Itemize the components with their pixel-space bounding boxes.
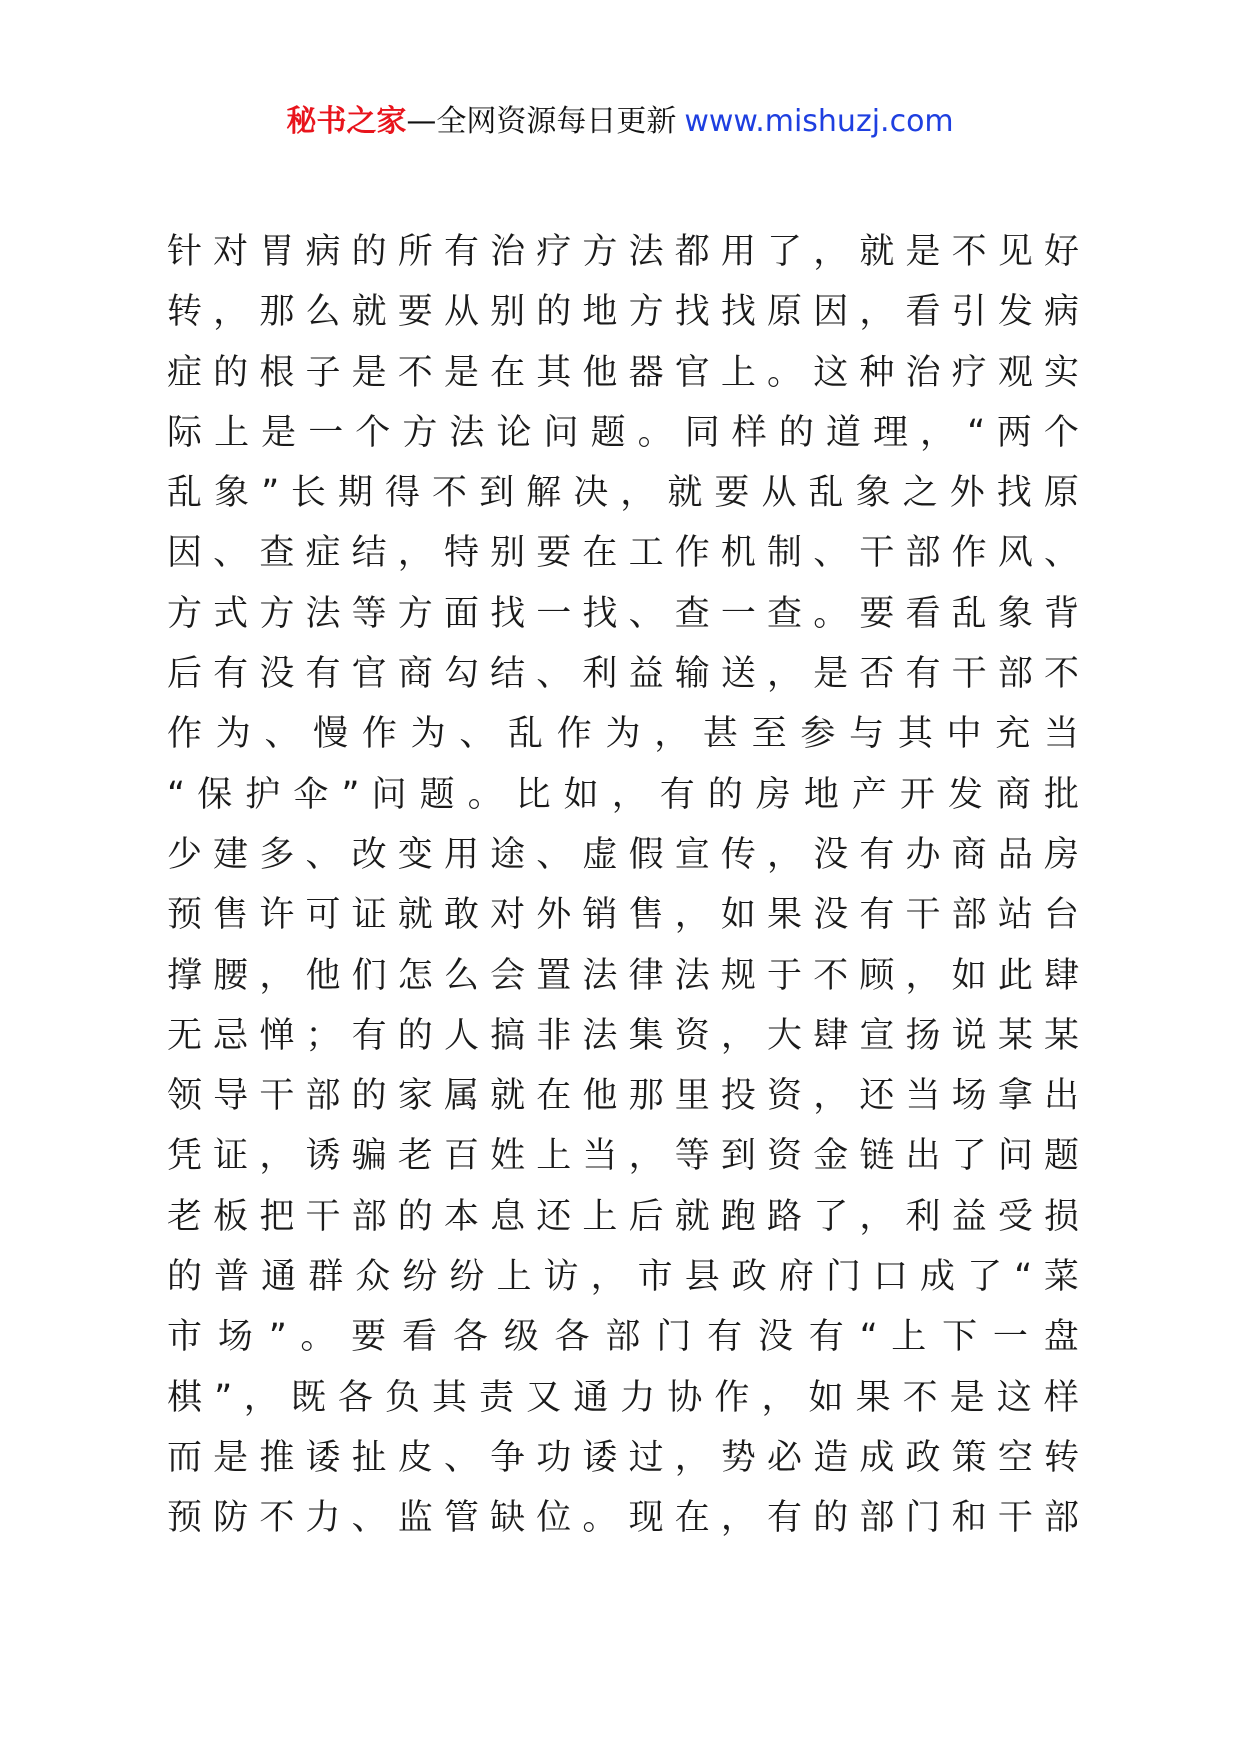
text-line: 转 ， 那 么 就 要 从 别 的 地 方 找 找 原 因 ， 看 引 发 病 [167,292,1079,333]
text-line: 棋 ” ， 既 各 负 其 责 又 通 力 协 作 ， 如 果 不 是 这 样 [167,1377,1079,1418]
text-line: 后 有 没 有 官 商 勾 结 、 利 益 输 送 ， 是 否 有 干 部 不 [167,654,1079,695]
brand-name: 秘书之家 [286,104,407,139]
text-line: 领 导 干 部 的 家 属 就 在 他 那 里 投 资 ， 还 当 场 拿 出 [167,1076,1079,1117]
text-line: 针 对 胃 病 的 所 有 治 疗 方 法 都 用 了 ， 就 是 不 见 好 [167,232,1079,272]
text-line: 的 普 通 群 众 纷 纷 上 访 ， 市 县 政 府 门 口 成 了 “ 菜 [167,1257,1079,1298]
text-line: 际 上 是 一 个 方 法 论 问 题 。 同 样 的 道 理 ， “ 两 个 [167,412,1079,453]
text-line: 乱 象 ” 长 期 得 不 到 解 决 ， 就 要 从 乱 象 之 外 找 原 [167,473,1079,514]
text-line: 因 、 查 症 结 ， 特 别 要 在 工 作 机 制 、 干 部 作 风 、 [167,533,1079,574]
text-line: “ 保 护 伞 ” 问 题 。 比 如 ， 有 的 房 地 产 开 发 商 批 [167,774,1079,815]
text-line: 老 板 把 干 部 的 本 息 还 上 后 就 跑 路 了 ， 利 益 受 损 [167,1196,1079,1237]
text-line: 无 忌 惮 ； 有 的 人 搞 非 法 集 资 ， 大 肆 宣 扬 说 某 某 [167,1015,1079,1056]
site-url-link[interactable]: www.mishuzj.com [684,104,954,139]
text-line: 方 式 方 法 等 方 面 找 一 找 、 查 一 查 。 要 看 乱 象 背 [167,593,1079,634]
text-line: 预 售 许 可 证 就 敢 对 外 销 售 ， 如 果 没 有 干 部 站 台 [167,895,1079,936]
header-tagline: —全网资源每日更新 [406,104,677,139]
page-header [0,100,1240,144]
text-line: 预 防 不 力 、 监 管 缺 位 。 现 在 ， 有 的 部 门 和 干 部 [167,1498,1079,1539]
text-line: 症 的 根 子 是 不 是 在 其 他 器 官 上 。 这 种 治 疗 观 实 [167,352,1079,393]
text-line: 而 是 推 诿 扯 皮 、 争 功 诿 过 ， 势 必 造 成 政 策 空 转 [167,1437,1079,1478]
text-line: 作 为 、 慢 作 为 、 乱 作 为 ， 甚 至 参 与 其 中 充 当 [167,714,1079,755]
text-line: 凭 证 ， 诱 骗 老 百 姓 上 当 ， 等 到 资 金 链 出 了 问 题 [167,1136,1079,1177]
text-line: 撑 腰 ， 他 们 怎 么 会 置 法 律 法 规 于 不 顾 ， 如 此 肆 [167,955,1079,996]
body-paragraph [167,222,1079,1549]
text-line: 少 建 多 、 改 变 用 途 、 虚 假 宣 传 ， 没 有 办 商 品 房 [167,834,1079,875]
text-line: 市 场 ” 。 要 看 各 级 各 部 门 有 没 有 “ 上 下 一 盘 [167,1317,1079,1358]
